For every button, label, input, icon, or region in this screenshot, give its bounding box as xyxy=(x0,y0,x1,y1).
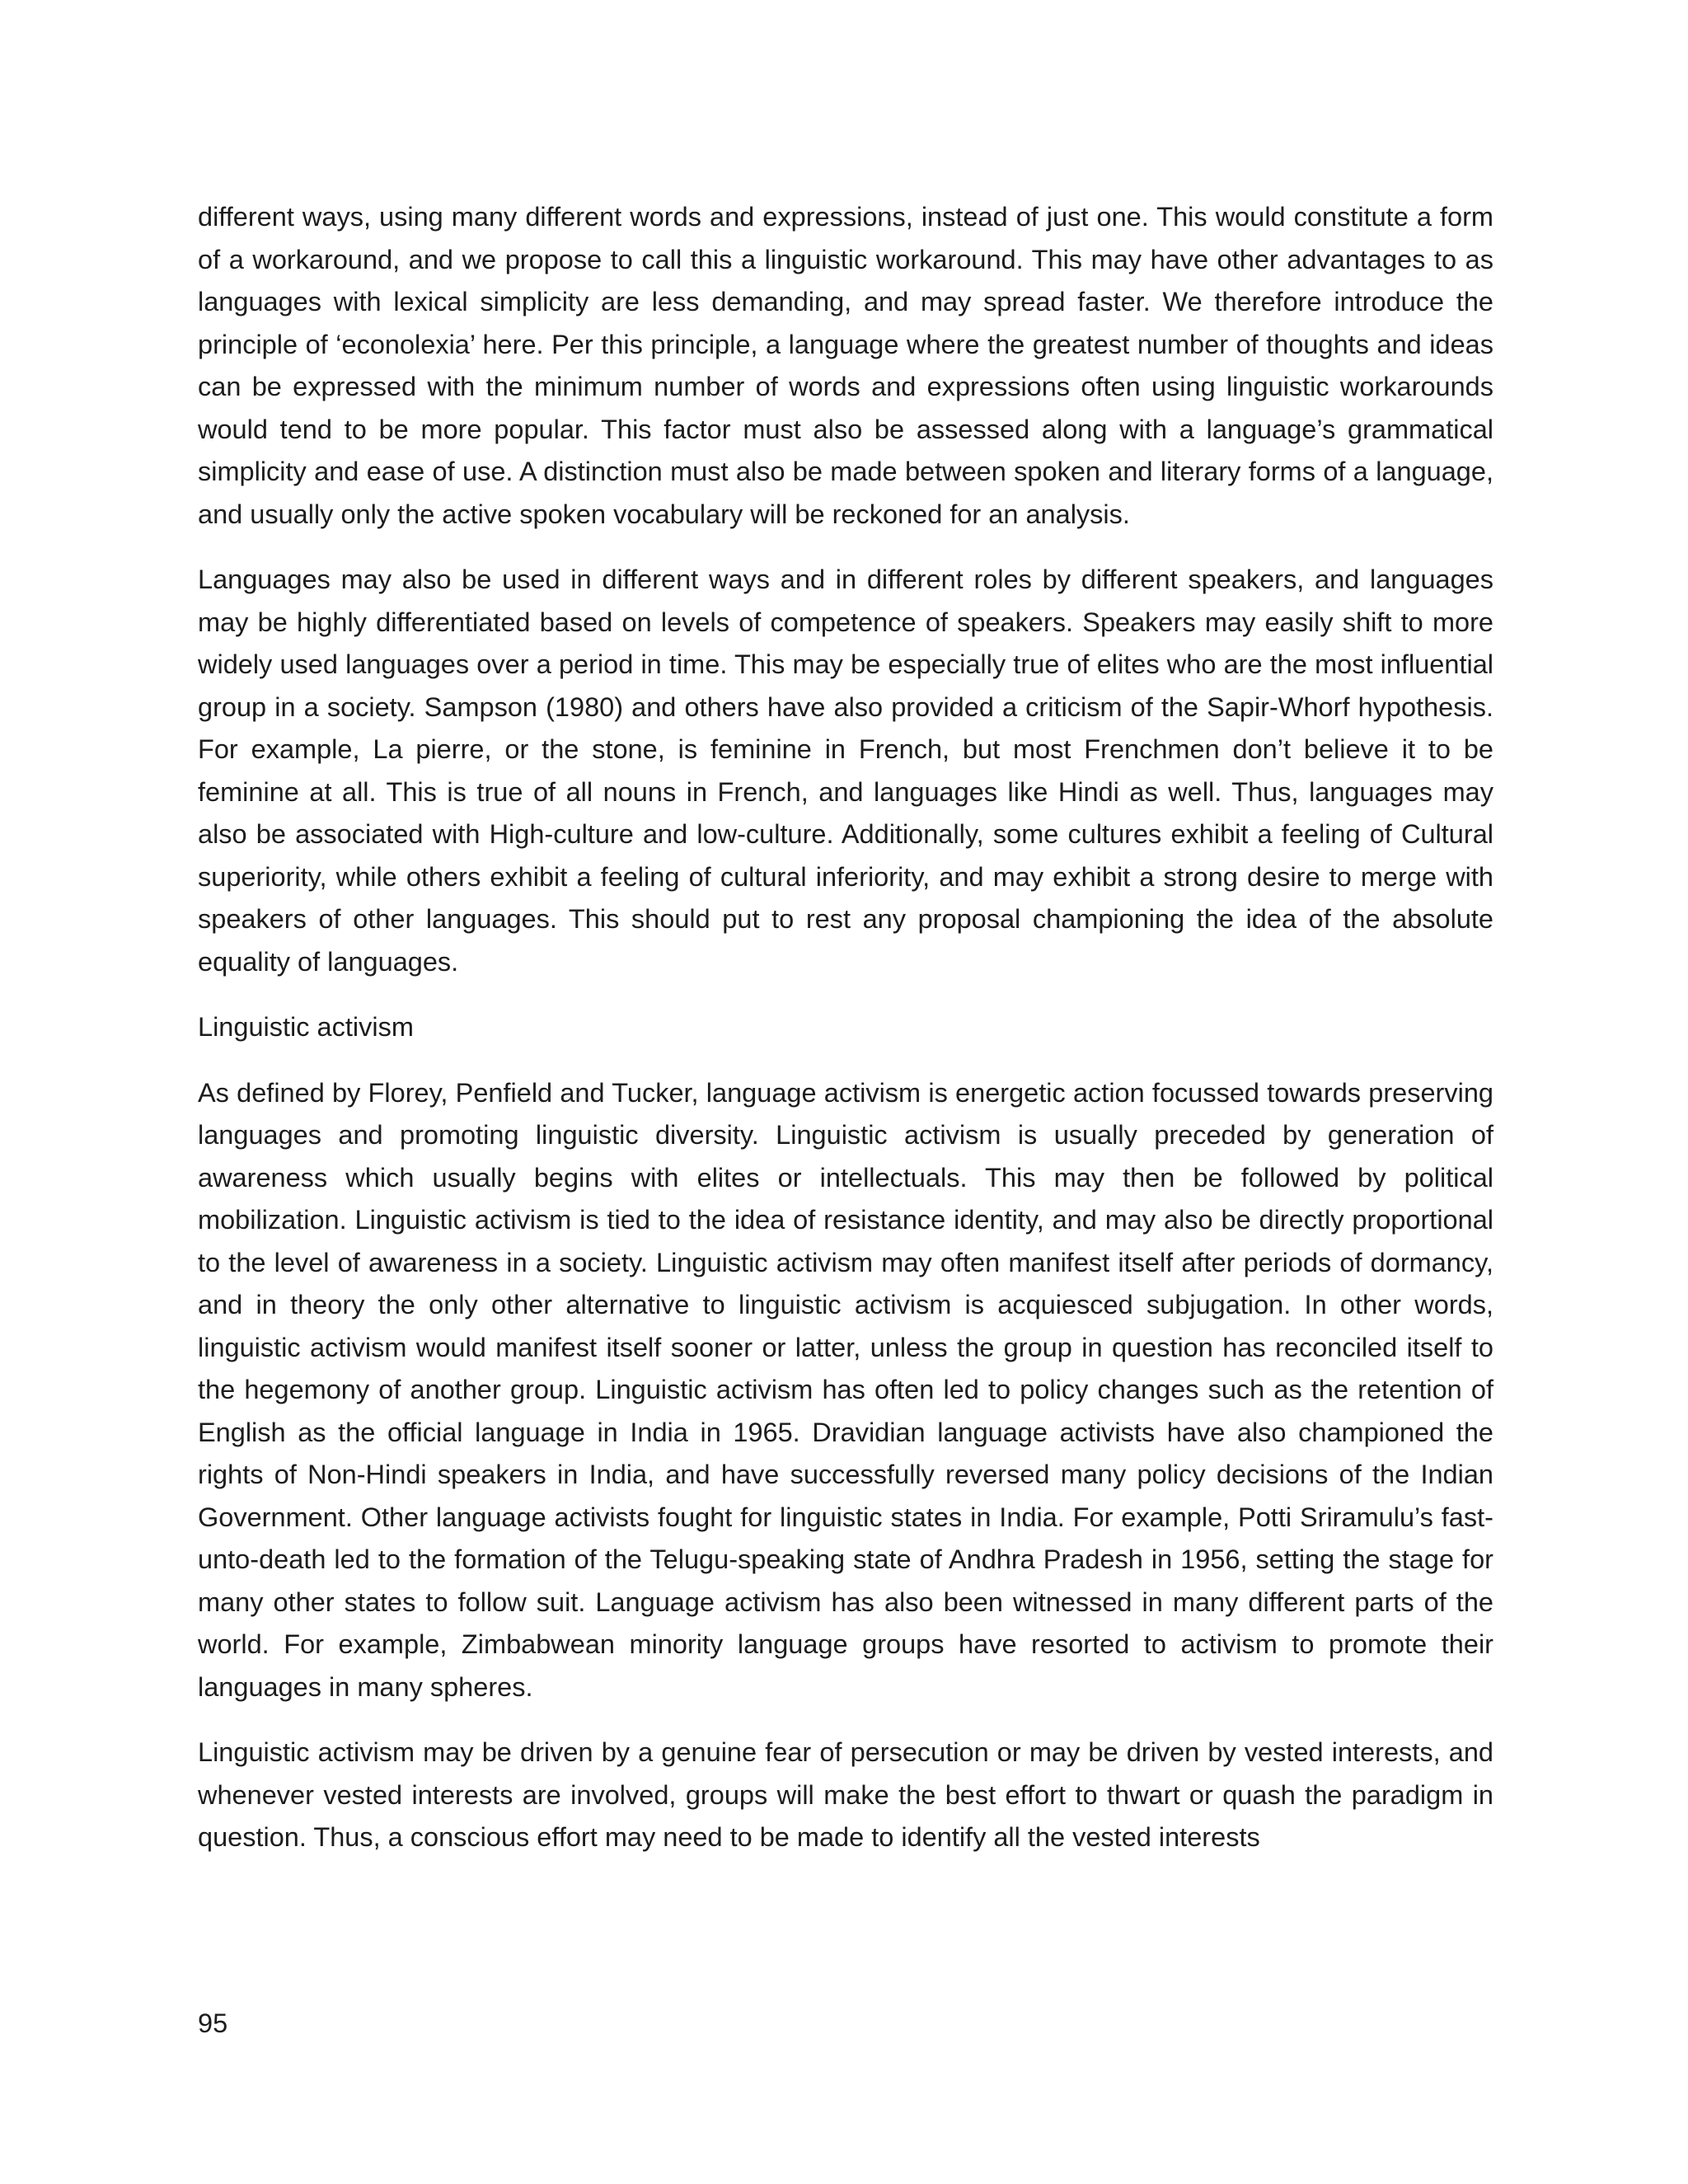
paragraph-vested-interests: Linguistic activism may be driven by a genuine fear of persecution or may be driven by vested interests, and whenever vested interests are involved, groups will make the best effort to thwart or quash the paradigm in question. Thus, a conscious effort may need to be made to identify all the vested interests xyxy=(198,1737,1493,1852)
page-body xyxy=(198,196,1493,1882)
section-heading: Linguistic activism xyxy=(198,1012,414,1042)
paragraph-econolexia: different ways, using many different words and expressions, instead of just one. This would constitute a form of a workaround, and we propose to call this a linguistic workaround. This may have other advantages to as languages with lexical simplicity are less demanding, and may spread faster. We therefore introduce the principle of ‘econolexia’ here. Per this principle, a language where the greatest number of thoughts and ideas can be expressed with the minimum number of words and expressions often using linguistic workarounds would tend to be more popular. This factor must also be assessed along with a language’s grammatical simplicity and ease of use. A distinction must also be made between spoken and literary forms of a language, and usually only the active spoken vocabulary will be reckoned for an analysis. xyxy=(198,202,1493,529)
paragraph-language-roles: Languages may also be used in different ways and in different roles by different speakers, and languages may be highly differentiated based on levels of competence of speakers. Speakers may easily shift to more widely used languages over a period in time. This may be especially true of elites who are the most influential group in a society. Sampson (1980) and others have also provided a criticism of the Sapir-Whorf hypothesis. For example, La pierre, or the stone, is feminine in French, but most Frenchmen don’t believe it to be feminine at all. This is true of all nouns in French, and languages like Hindi as well. Thus, languages may also be associated with High-culture and low-culture. Additionally, some cultures exhibit a feeling of Cultural superiority, while others exhibit a feeling of cultural inferiority, and may exhibit a strong desire to merge with speakers of other languages. This should put to rest any proposal championing the idea of the absolute equality of languages. xyxy=(198,565,1493,977)
page-number: 95 xyxy=(198,2008,228,2038)
paragraph-activism-definition: As defined by Florey, Penfield and Tucker, language activism is energetic action focussed towards preserving languages and promoting linguistic diversity. Linguistic activism is usually preceded by generation of awareness which usually begins with elites or intellectuals. This may then be followed by political mobilization. Linguistic activism is tied to the idea of resistance identity, and may also be directly proportional to the level of awareness in a society. Linguistic activism may often manifest itself after periods of dormancy, and in theory the only other alternative to linguistic activism is acquiesced subjugation. In other words, linguistic activism would manifest itself sooner or latter, unless the group in question has reconciled itself to the hegemony of another group. Linguistic activism has often led to policy changes such as the retention of English as the official language in India in 1965. Dravidian language activists have also championed the rights of Non-Hindi speakers in India, and have successfully reversed many policy decisions of the Indian Government. Other language activists fought for linguistic states in India. For example, Potti Sriramulu’s fast-unto-death led to the formation of the Telugu-speaking state of Andhra Pradesh in 1956, setting the stage for many other states to follow suit. Language activism has also been witnessed in many different parts of the world. For example, Zimbabwean minority language groups have resorted to activism to promote their languages in many spheres. xyxy=(198,1077,1493,1702)
